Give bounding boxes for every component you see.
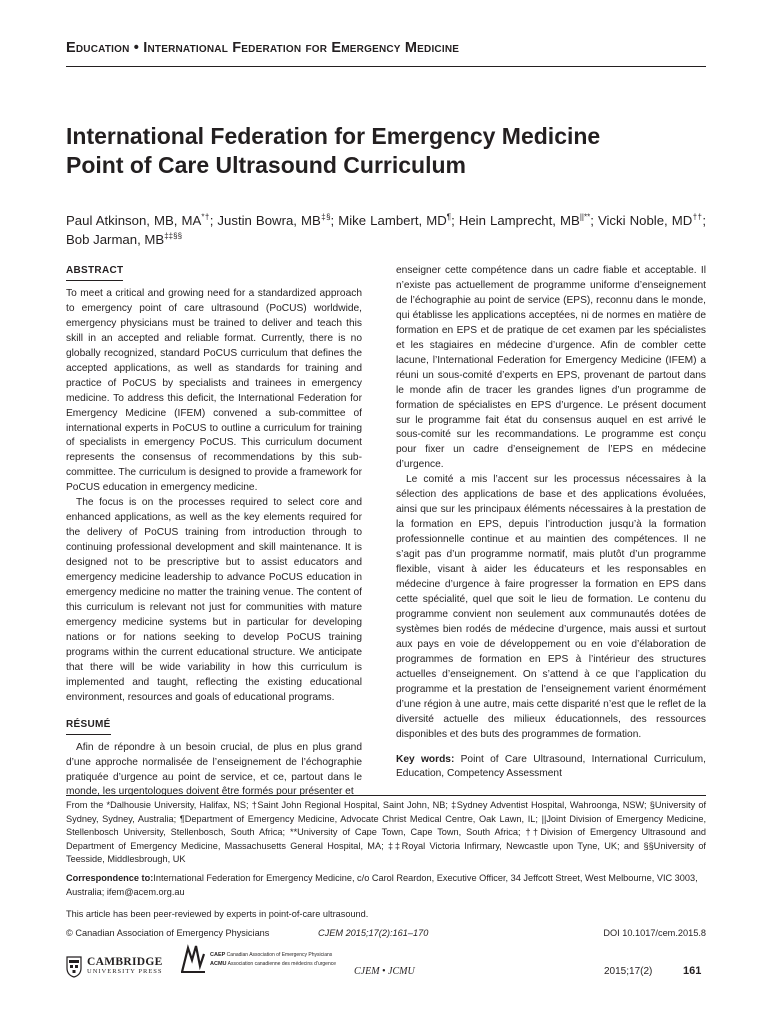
citation: CJEM 2015;17(2):161–170	[318, 928, 429, 938]
footnote-rule	[66, 795, 706, 796]
keywords	[396, 753, 706, 783]
author-affil-marks: ‡‡§§	[164, 231, 183, 241]
abstract-paragraph-2: The focus is on the processes required to select core and enhanced applications, as well as the key elements required for the delivery of PoCUS training from introduction through to continuing professional development and skill maintenance. It is designed not to be prescriptive but to assist educators and emergency medicine leadership to advance PoCUS education in emergency medicine no matter the training venue. The content of this curriculum is relevant not just for communities with mature emergency medicine systems but in particular for developing nations or for nations seeking to develop PoCUS training programs within the current educational structure. We anticipate that there will be wide variability in how this curriculum is implemented and taught, reflecting the existing educational environment, resources and goals of educational programs.	[66, 497, 362, 703]
header-rule	[66, 66, 706, 67]
cambridge-wordmark: CAMBRIDGE	[87, 956, 163, 968]
author-affil-marks: *†	[201, 212, 210, 222]
resume-paragraph-1-end: enseigner cette compétence dans un cadre fiable et acceptable. Il n’existe pas actuellement de programme uniforme d’enseignement de l’échographie au point de service (EPS), reconnu dans le monde, qui établisse les applications acceptées, ni de normes en matière de formation en EPS et de pratique de cet examen par les spécialistes et les stagiaires en médecine d’urgence. Afin de combler cette lacune, l’International Federation for Emergency Medicine (IFEM) a réuni un sous-comité d’experts en EPS, provenant de partout dans le monde afin de tracer les grandes lignes d’un programme de formation de spécialistes en EPS d’urgence. Le présent document sur le programme fait état du consensus auquel en est arrivé le sous-comité sur les recommandations. Le programme est conçu pour fixer un cadre d’enseignement de l’EPS en médecine d’urgence.	[396, 265, 706, 471]
article-title	[66, 122, 706, 180]
left-column	[66, 264, 362, 800]
keywords-label: Key words:	[396, 753, 455, 765]
author: Hein Lamprecht, MB	[458, 213, 580, 228]
right-column	[396, 264, 706, 782]
author-affil-marks: ¶	[446, 212, 452, 222]
author-affil-marks: ‡§	[320, 212, 331, 222]
author: Mike Lambert, MD	[338, 213, 447, 228]
resume-paragraph-2: Le comité a mis l’accent sur les processus nécessaires à la sélection des applications de base et des applications évoluées, ainsi que sur les principaux éléments nécessaires à la prestation de la formation en EPS, depuis l’introduction jusqu’à la formation professionnelle continue et au maintien des compétences. Il ne s’agit pas d’un programme normatif, mais plutôt d’un programme flexible, visant à aider les éducateurs et les responsables en médecine d’urgence à faire progresser la formation en EPS dans cette spécialité, quel que soit le lieu de formation. Le contenu du programme convient non seulement aux communautés dotées de systèmes bien rodés de médecine d’urgence, mais aussi et surtout aux pays en voie de développement ou en voie d’élaboration de programmes de formation en EPS à l’intérieur des structures actuelles d’enseignement. On s’attend à ce que l’application du programme et la prestation de l’enseignement varient énormément d’une région à une autre, mais cette disparité n’est que le reflet de la diversité actuelle des milieux éducationnels, des ressources disponibles et des buts des programmes de formation.	[396, 474, 706, 740]
journal-name: CJEM • JCMU	[354, 966, 415, 977]
resume-paragraph-1-start: Afin de répondre à un besoin crucial, de plus en plus grand d’une approche normalisée de l’enseignement de l’échographie pratiquée d’urgence au point de service, et ce, partout dans le monde, les urgentologues doivent être formés pour présenter et	[66, 741, 362, 798]
cambridge-shield-icon	[66, 956, 82, 978]
cambridge-logo	[66, 956, 163, 978]
author-separator: ;	[590, 213, 598, 228]
author-affil-marks: ††	[692, 212, 703, 222]
title-line-1: International Federation for Emergency Medicine	[66, 123, 601, 149]
caep-name-en: Canadian Association of Emergency Physicians	[226, 951, 333, 958]
correspondence	[66, 872, 706, 899]
caep-name-fr: Association canadienne des médecins d’urgence	[227, 960, 337, 967]
abstract-heading: ABSTRACT	[66, 264, 123, 281]
title-line-2: Point of Care Ultrasound Curriculum	[66, 152, 466, 178]
correspondence-text: International Federation for Emergency Medicine, c/o Carol Reardon, Executive Officer, 34 Jeffcott Street, West Melbourne, VIC 3003, Australia; ifem@acem.org.au	[66, 873, 698, 897]
caep-emblem-icon	[180, 944, 206, 974]
year-volume: 2015;17(2)	[604, 966, 653, 977]
author-list	[66, 211, 706, 249]
author-separator: ;	[451, 213, 459, 228]
caep-abbr-fr: ACMU	[210, 960, 227, 967]
caep-logo	[180, 944, 336, 974]
peer-review-note: This article has been peer-reviewed by experts in point-of-care ultrasound.	[66, 909, 369, 919]
copyright: © Canadian Association of Emergency Physicians	[66, 928, 270, 938]
author-separator: ;	[330, 213, 339, 228]
author-affil-marks: ||**	[579, 212, 591, 222]
running-head: Education • International Federation for Emergency Medicine	[66, 40, 460, 56]
doi: DOI 10.1017/cem.2015.8	[603, 928, 706, 938]
page-number: 161	[683, 965, 702, 977]
keywords-text: Point of Care Ultrasound, International Curriculum, Education, Competency Assessment	[396, 753, 706, 780]
author-separator: ;	[702, 213, 707, 228]
author: Justin Bowra, MB	[217, 213, 321, 228]
abstract-paragraph-1: To meet a critical and growing need for a standardized approach to emergency point of care ultrasound (PoCUS) worldwide, emergency physicians must be trained to deliver and teach this skill in an accepted and reliable format. Currently, there is no globally recognized, standard PoCUS curriculum that defines the accepted applications, as well as standards for training and practice of PoCUS by specialists and trainees in emergency medicine. To address this deficit, the International Federation for Emergency Medicine (IFEM) convened a sub-committee of international experts in PoCUS to outline a curriculum for training of specialists in emergency PoCUS. This curriculum document represents the consensus of recommendations by this sub-committee. The curriculum is designed to provide a framework for PoCUS education in emergency medicine.	[66, 287, 362, 494]
correspondence-label: Correspondence to:	[66, 873, 154, 883]
caep-abbr-en: CAEP	[210, 951, 226, 958]
author: Paul Atkinson, MB, MA	[66, 213, 202, 228]
affiliations: From the *Dalhousie University, Halifax, NS; †Saint John Regional Hospital, Saint John, NB; ‡Sydney Adventist Hospital, Wahroonga, NSW; §University of Sydney, Sydney, Australia; ¶Department of Emergency Medicine, Advocate Christ Medical Centre, Oak Lawn, IL; ||Joint Division of Emergency Medicine, Stellenbosch University, Stellenbosch, South Africa; **University of Cape Town, Cape Town, South Africa; ††Division of Emergency Ultrasound and Department of Emergency Medicine, Massachusetts General Hospital, MA; ‡‡Royal Victoria Infirmary, Newcastle upon Tyne, UK; and §§University of Teesside, Middlesbrough, UK	[66, 800, 706, 865]
cambridge-subline: UNIVERSITY PRESS	[87, 968, 163, 975]
author: Vicki Noble, MD	[597, 213, 693, 228]
author: Bob Jarman, MB	[66, 232, 165, 247]
resume-heading: RÉSUMÉ	[66, 718, 111, 735]
author-separator: ;	[209, 213, 218, 228]
